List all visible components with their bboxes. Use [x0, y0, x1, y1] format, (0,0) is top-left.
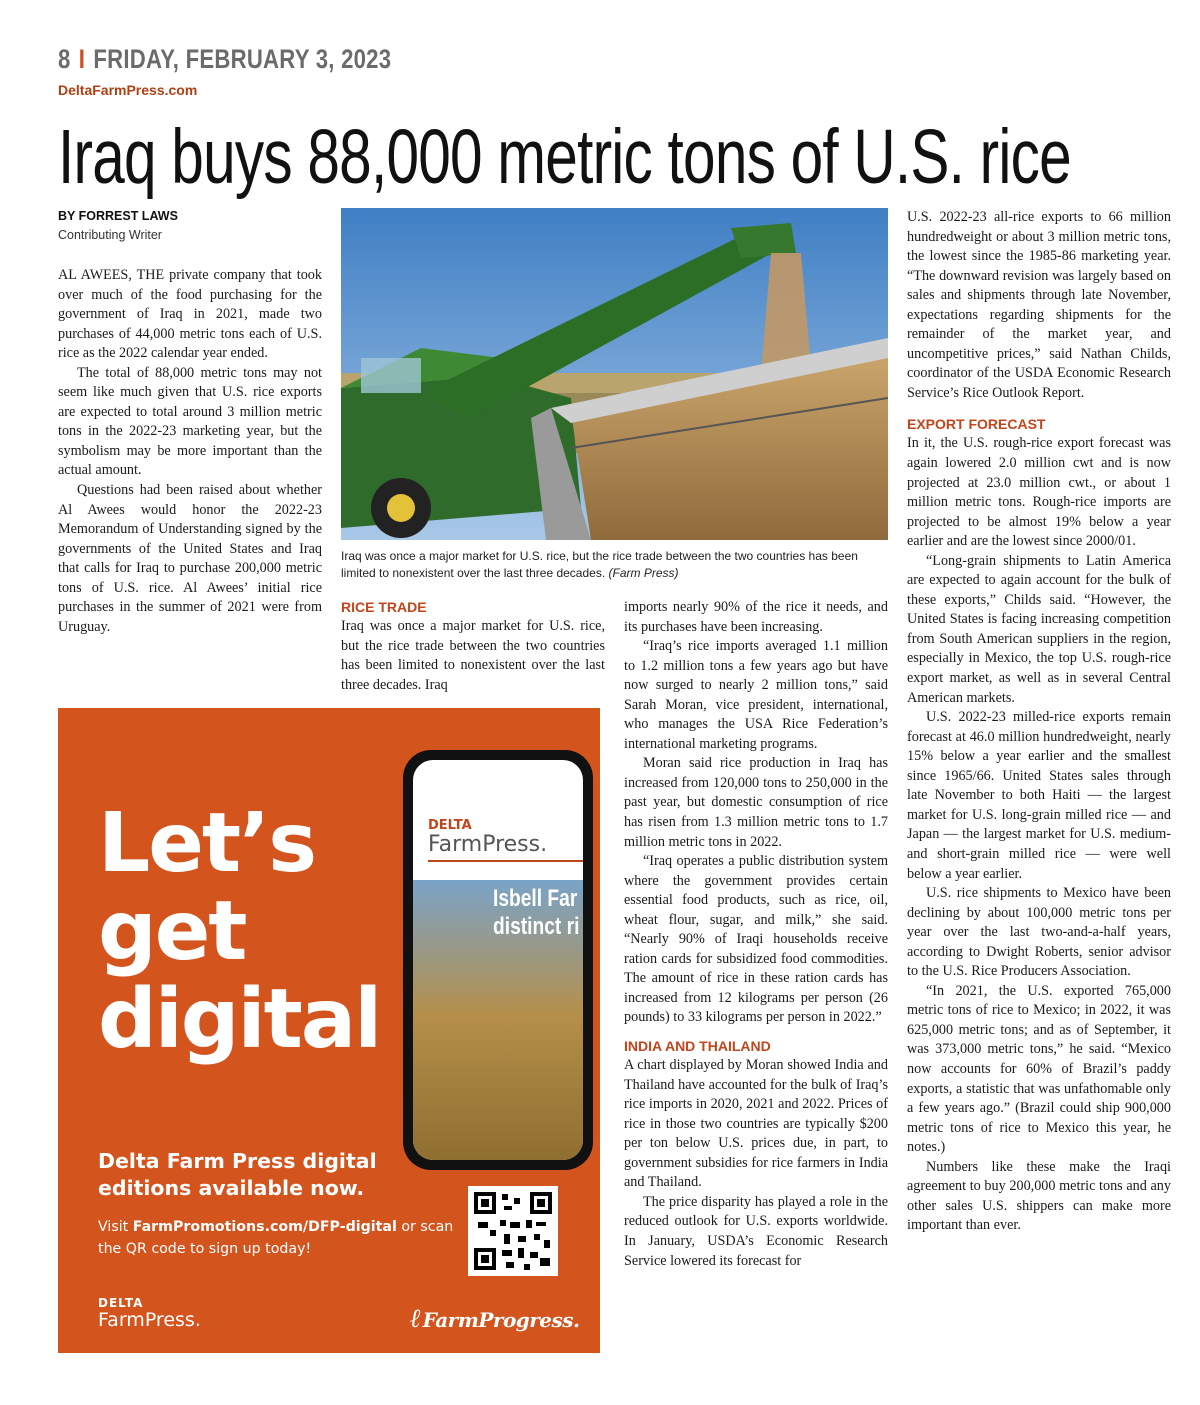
site-link[interactable]: DeltaFarmPress.com — [58, 82, 198, 98]
photo-caption — [341, 548, 886, 582]
phone-cover-headline — [493, 885, 579, 941]
article-headline: Iraq buys 88,000 metric tons of U.S. rice — [58, 114, 1071, 200]
page-number: 8 — [58, 44, 71, 74]
caption-text: Iraq was once a major market for U.S. rice, but the rice trade between the two countries has been limited to nonexistent over the last three decades. — [341, 549, 858, 580]
phone-brand-top: DELTA — [428, 818, 472, 833]
ad-tagline — [98, 1148, 377, 1202]
photo-illustration — [341, 208, 888, 540]
article-column-4 — [907, 208, 1171, 1236]
folio-separator: I — [78, 44, 86, 74]
phone-cover-line: distinct ri — [493, 913, 580, 940]
article-column-1 — [58, 266, 322, 637]
qr-code[interactable] — [468, 1186, 558, 1276]
paragraph: AL AWEES, THE private company that took over much of the food purchasing for the government of Iraq in 2021, made two purchases of 44,000 metric tons each of U.S. rice as the 2022 calendar year ended. — [58, 267, 322, 362]
ad-tagline-line: Delta Farm Press digital — [98, 1149, 377, 1173]
qr-code-icon — [474, 1192, 552, 1270]
ad-visit-suffix: or scan the QR code to sign up today! — [98, 1219, 454, 1257]
delta-farm-press-logo — [98, 1296, 201, 1331]
paragraph: A chart displayed by Moran showed India and Thailand have accounted for the bulk of Iraq’s rice imports in 2020, 2021 and 2022. Prices of rice in those two countries are typically $200 per ton below U.S. prices due, in part, to government subsidies for rice farmers in India and Thailand. — [624, 1057, 888, 1191]
ad-headline-line: digital — [98, 972, 381, 1067]
ad-visit-prefix: Visit — [98, 1219, 133, 1235]
digital-edition-ad[interactable] — [58, 708, 600, 1353]
phone-cover-line: Isbell Far — [493, 885, 578, 912]
phone-divider — [428, 860, 583, 862]
paragraph: U.S. 2022-23 milled-rice exports remain forecast at 46.0 million hundredweight, nearly 15% below a year earlier and the smallest since 1965/66. United States sales through late November to both Haiti — the largest market for U.S. long-grain milled rice — and Japan — the largest market for U.S. medium- and short-grain milled rice — were well below a year earlier. — [907, 709, 1171, 882]
phone-screen — [413, 760, 583, 1160]
page-folio — [58, 44, 391, 75]
paragraph: Iraq was once a major market for U.S. rice, but the rice trade between the two countries has been limited to nonexistent over the last three decades. Iraq — [341, 618, 605, 693]
logo-farmpress: FarmPress. — [98, 1309, 201, 1331]
farm-progress-logo — [410, 1304, 580, 1334]
subhead-rice-trade: RICE TRADE — [341, 599, 427, 615]
paragraph: U.S. rice shipments to Mexico have been declining by about 100,000 metric tons per year over the last two-and-a-half years, according to Dwight Roberts, senior advisor to the U.S. Rice Producers Association. — [907, 885, 1171, 980]
paragraph: Moran said rice production in Iraq has increased from 120,000 tons to 250,000 in the past year, but domestic consumption of rice has risen from 1.3 million metric tons to 1.7 million metric tons in 2022. — [624, 755, 888, 850]
article-column-2 — [341, 598, 605, 695]
ad-headline — [98, 796, 381, 1067]
photo-credit: (Farm Press) — [608, 566, 679, 580]
byline-role: Contributing Writer — [58, 228, 162, 242]
logo-farmprogress: FarmProgress. — [422, 1308, 580, 1332]
wheat-icon: ℓ — [410, 1304, 421, 1334]
ad-visit-url[interactable]: FarmPromotions.com/DFP-digital — [132, 1219, 397, 1235]
ad-visit-text — [98, 1216, 468, 1260]
article-column-3 — [624, 598, 888, 1271]
paragraph: “Long-grain shipments to Latin America are expected to again account for the bulk of these exports,” Childs said. “However, the United States is facing increasing competition from South American suppliers in the region, especially in Mexico, the top U.S. rough-rice export market, as well as in several Central American markets. — [907, 552, 1171, 706]
paragraph: “Iraq’s rice imports averaged 1.1 million to 1.2 million tons a few years ago but have now surged to nearly 2 million tons,” said Sarah Moran, vice president, international, who manages the USA Rice Federation’s international marketing programs. — [624, 638, 888, 752]
ad-headline-line: Let’s — [98, 796, 316, 891]
paragraph: Questions had been raised about whether Al Awees would honor the 2022-23 Memorandum of Understanding signed by the governments of the United States and Iraq that calls for Iraq to purchase 200,000 metric tons of U.S. rice. Al Awees’ initial rice purchases in the summer of 2021 were from Uruguay. — [58, 482, 322, 635]
ad-tagline-line: editions available now. — [98, 1176, 365, 1200]
phone-mockup — [403, 750, 593, 1170]
ad-headline-line: get — [98, 884, 246, 979]
paragraph: In it, the U.S. rough-rice export forecast was again lowered 2.0 million cwt and is now projected at 23.0 million cwt., or about 1 million metric tons. Rough-rice imports are projected to be almost 19% below a year earlier and are the lowest since 2000/01. — [907, 435, 1171, 550]
paragraph: The price disparity has played a role in the reduced outlook for U.S. exports worldwide. In January, USDA’s Economic Research Service lowered its forecast for — [624, 1193, 888, 1269]
paragraph: imports nearly 90% of the rice it needs, and its purchases have been increasing. — [624, 599, 888, 635]
paragraph: “Iraq operates a public distribution system where the government provides certain essential food products, such as rice, oil, wheat flour, sugar, and milk,” she said. “Nearly 90% of Iraqi households receive ration cards for subsidized food commodities. The amount of rice in these ration cards has increased from 12 kilograms per person (26 pounds) to 33 kilograms per person in 2022.” — [624, 853, 888, 1026]
subhead-india-thailand: INDIA AND THAILAND — [624, 1038, 771, 1055]
phone-brand-bottom: FarmPress. — [428, 832, 548, 857]
paragraph: U.S. 2022-23 all-rice exports to 66 million hundredweight or about 3 million metric tons, the lowest since the 1985-86 marketing year. “The downward revision was largely based on sales and shipments through late November, expectations regarding shipments for the remainder of the market year, and uncompetitive prices,” said Nathan Childs, coordinator of the USDA Economic Research Service’s Rice Outlook Report. — [907, 209, 1171, 401]
paragraph: The total of 88,000 metric tons may not seem like much given that U.S. rice exports are expected to total around 3 million metric tons in the 2022-23 marketing year, but the symbolism may be more important than the actual amount. — [58, 364, 322, 479]
issue-date: FRIDAY, FEBRUARY 3, 2023 — [93, 44, 392, 74]
paragraph: “In 2021, the U.S. exported 765,000 metric tons of rice to Mexico; in 2022, it was 625,000 metric tons; and as of September, it was 373,000 metric tons,” he said. “Mexico now accounts for 60% of Brazil’s paddy exports, a statistic that was unfathomable only a few years ago.” (Brazil could ship 900,000 metric tons of rice to Mexico this year, he notes.) — [907, 982, 1171, 1156]
logo-delta: DELTA — [98, 1296, 144, 1310]
byline: BY FORREST LAWS — [58, 209, 178, 223]
paragraph: Numbers like these make the Iraqi agreement to buy 200,000 metric tons and any other sales U.S. shippers can make more important than ever. — [907, 1158, 1171, 1234]
subhead-export-forecast: EXPORT FORECAST — [907, 416, 1046, 433]
combine-harvester-photo — [341, 208, 888, 540]
